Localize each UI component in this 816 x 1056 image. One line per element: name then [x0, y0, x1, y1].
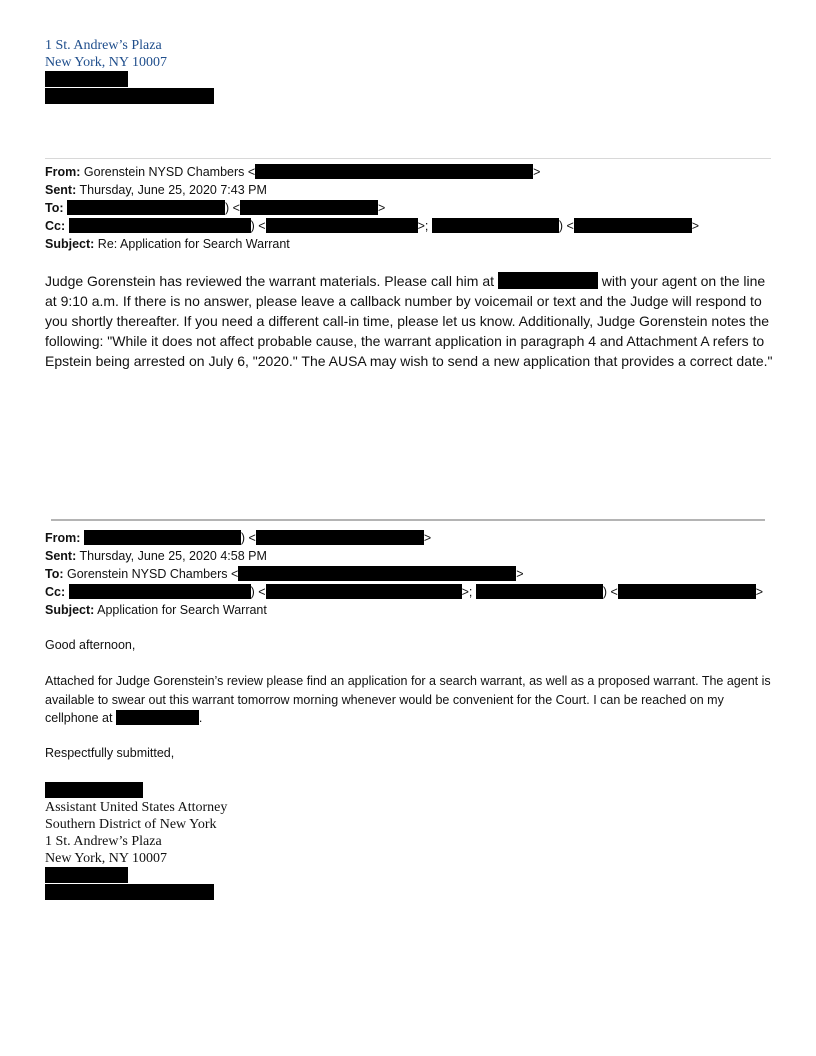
email1-to-row — [45, 199, 699, 217]
redaction-block — [618, 584, 756, 599]
redaction-block — [432, 218, 559, 233]
redaction-block — [45, 782, 143, 798]
email2-sent-value: Thursday, June 25, 2020 4:58 PM — [79, 549, 267, 563]
redaction-block — [238, 566, 516, 581]
symbol-gt: > — [691, 219, 700, 233]
redaction-block — [574, 218, 692, 233]
email2-subject-label: Subject: — [45, 603, 95, 617]
email1-sent-label: Sent: — [45, 183, 77, 197]
redaction-block — [84, 530, 241, 545]
redaction-block — [255, 164, 533, 179]
redaction-block — [67, 200, 225, 215]
redaction-block — [45, 867, 128, 883]
signature-address-line1: 1 St. Andrew’s Plaza — [45, 834, 162, 849]
symbol-paren-lt: ) < — [250, 585, 266, 599]
email1-from-row — [45, 163, 699, 181]
top-signature — [45, 37, 167, 71]
email1-subject-row — [45, 235, 699, 253]
bottom-signature — [45, 799, 227, 867]
top-address-line1: 1 St. Andrew’s Plaza — [45, 38, 162, 53]
email1-sent-value: Thursday, June 25, 2020 7:43 PM — [79, 183, 267, 197]
signature-office: Southern District of New York — [45, 817, 217, 832]
symbol-paren-lt: ) < — [558, 219, 574, 233]
redaction-block — [116, 710, 199, 725]
email1-from-label: From: — [45, 165, 81, 179]
symbol-gt: > — [423, 531, 432, 545]
email-separator — [51, 519, 765, 521]
email2-sent-row — [45, 547, 763, 565]
redaction-block — [256, 530, 424, 545]
email2-to-label: To: — [45, 567, 64, 581]
email2-closing: Respectfully submitted, — [45, 746, 175, 760]
email2-body-part2: . — [198, 711, 203, 725]
symbol-gt: > — [377, 201, 386, 215]
symbol-gt: > — [516, 567, 524, 581]
email2-body — [45, 672, 775, 728]
email1-subject-value: Re: Application for Search Warrant — [97, 237, 290, 251]
symbol-paren-lt: ) < — [250, 219, 266, 233]
symbol-paren-lt: ) < — [602, 585, 618, 599]
email1-cc-row — [45, 217, 699, 235]
email2-to-value: Gorenstein NYSD Chambers < — [67, 567, 239, 581]
email2-subject-row — [45, 601, 763, 619]
redaction-block — [266, 218, 418, 233]
symbol-semicolon: >; — [417, 219, 429, 233]
redaction-block — [45, 884, 214, 900]
signature-address-line2: New York, NY 10007 — [45, 851, 167, 866]
redaction-block — [69, 584, 251, 599]
symbol-semicolon: >; — [461, 585, 473, 599]
email2-sent-label: Sent: — [45, 549, 77, 563]
email2-subject-value: Application for Search Warrant — [97, 603, 267, 617]
email2-greeting: Good afternoon, — [45, 638, 136, 652]
redaction-block — [498, 272, 598, 289]
email2-from-label: From: — [45, 531, 81, 545]
email1-subject-label: Subject: — [45, 237, 95, 251]
email2-to-row — [45, 565, 763, 583]
email2-cc-row — [45, 583, 763, 601]
email-separator — [45, 158, 771, 159]
email1-sent-row — [45, 181, 699, 199]
email1-cc-label: Cc: — [45, 219, 66, 233]
signature-title: Assistant United States Attorney — [45, 800, 228, 815]
symbol-paren-lt: ) < — [240, 531, 256, 545]
symbol-paren-lt: ) < — [225, 201, 240, 215]
email1-to-label: To: — [45, 201, 64, 215]
redaction-block — [45, 71, 128, 87]
symbol-gt: > — [533, 165, 541, 179]
redaction-block — [476, 584, 603, 599]
top-address-line2: New York, NY 10007 — [45, 55, 167, 70]
email1-header — [45, 163, 699, 253]
email1-body — [45, 271, 775, 371]
email2-cc-label: Cc: — [45, 585, 66, 599]
email1-body-part1: Judge Gorenstein has reviewed the warrant materials. Please call him at — [45, 273, 498, 289]
email2-header — [45, 529, 763, 619]
redaction-block — [240, 200, 378, 215]
email2-from-row — [45, 529, 763, 547]
redaction-block — [69, 218, 251, 233]
email2-body-part1: Attached for Judge Gorenstein’s review please find an application for a search warrant, as well as a proposed warrant. The agent is available to swear out this warrant tomorrow morning whenever would be convenient for the Court. I can be reached on my cellphone at — [45, 674, 771, 725]
redaction-block — [45, 88, 214, 104]
symbol-gt: > — [755, 585, 764, 599]
redaction-block — [266, 584, 462, 599]
email1-body-part2: with your agent on the line at 9:10 a.m. If there is no answer, please leave a callback number by voicemail or text and the Judge will respond to you shortly thereafter. If you need a different call-in time, please let us know. Additionally, Judge Gorenstein notes the following: "While it does not affect probable cause, the warrant application in paragraph 4 and Attachment A refers to Epstein being arrested on July 6, "2020." The AUSA may wish to send a new application that provides a correct date." — [45, 273, 773, 369]
email1-from-value: Gorenstein NYSD Chambers < — [83, 165, 256, 179]
